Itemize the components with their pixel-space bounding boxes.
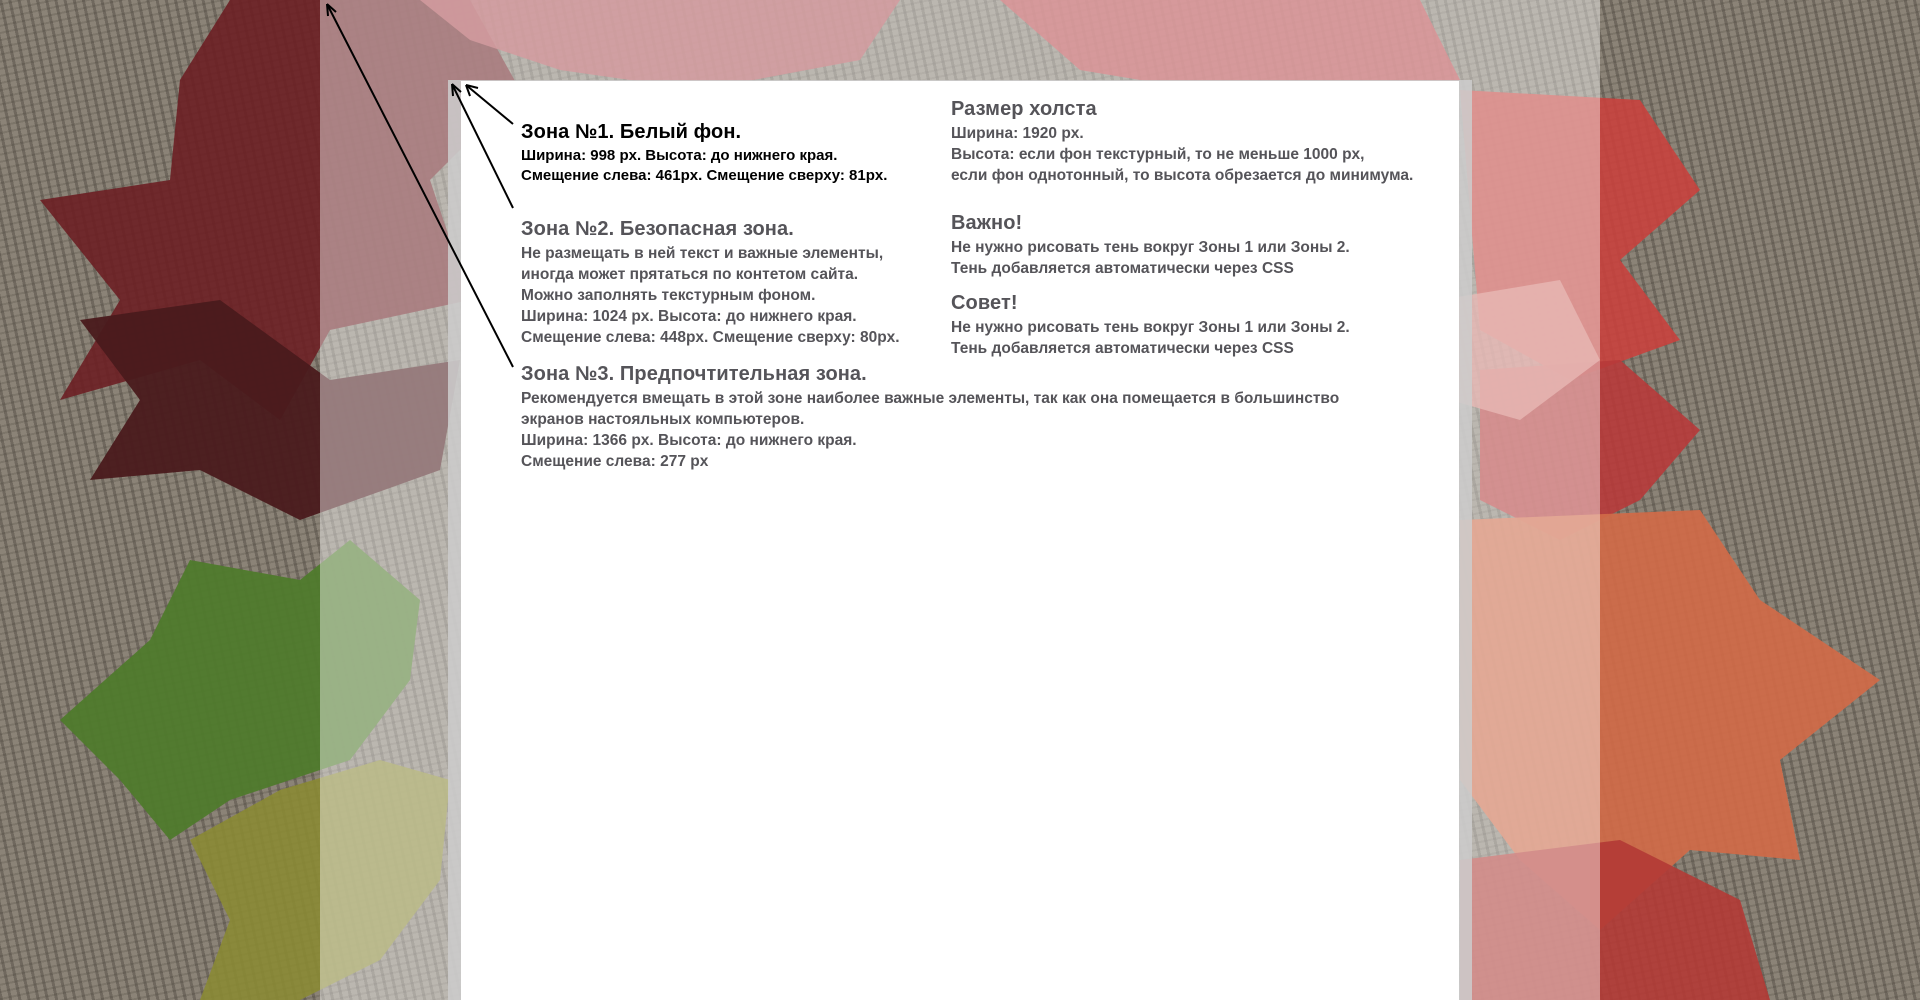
zone2-info	[521, 218, 951, 348]
canvas-width: Ширина: 1920 px.	[951, 125, 1084, 142]
canvas-title: Размер холста	[951, 98, 1097, 120]
zone1-title: Зона №1. Белый фон.	[521, 121, 742, 143]
zone1-info	[521, 121, 951, 186]
zone3-line-1: Рекомендуется вмещать в этой зоне наиболее важные элементы, так как она помещается в большинство	[521, 390, 1340, 407]
zone2-line-2: иногда может прятаться по контетом сайта.	[521, 266, 859, 283]
zone1-dimensions: Ширина: 998 px. Высота: до нижнего края.	[521, 147, 838, 164]
zone3-offset: Смещение слева: 277 px	[521, 453, 709, 470]
zone3-info	[521, 363, 1441, 472]
zone3-dimensions: Ширина: 1366 px. Высота: до нижнего края.	[521, 432, 857, 449]
tip-note	[951, 292, 1471, 359]
important-note	[951, 212, 1471, 279]
canvas-height-solid: если фон однотонный, то высота обрезается до минимума.	[951, 167, 1414, 184]
tip-title: Совет!	[951, 292, 1018, 314]
important-title: Важно!	[951, 212, 1023, 234]
zone2-line-1: Не размещать в ней текст и важные элементы,	[521, 245, 884, 262]
zone3-line-2: экранов настояльных компьютеров.	[521, 411, 805, 428]
canvas-height-textured: Высота: если фон текстурный, то не меньше 1000 px,	[951, 146, 1365, 163]
zone1-offset: Смещение слева: 461px. Смещение сверху: 81px.	[521, 167, 888, 184]
zone3-title: Зона №3. Предпочтительная зона.	[521, 363, 867, 385]
important-line-2: Тень добавляется автоматически через CSS	[951, 260, 1294, 277]
zone2-offset: Смещение слева: 448px. Смещение сверху: 80px.	[521, 329, 900, 346]
tip-line-1: Не нужно рисовать тень вокруг Зоны 1 или Зоны 2.	[951, 319, 1350, 336]
zone2-line-3: Можно заполнять текстурным фоном.	[521, 287, 816, 304]
important-line-1: Не нужно рисовать тень вокруг Зоны 1 или Зоны 2.	[951, 239, 1350, 256]
zone2-title: Зона №2. Безопасная зона.	[521, 218, 794, 240]
canvas-size-info	[951, 98, 1471, 186]
tip-line-2: Тень добавляется автоматически через CSS	[951, 340, 1294, 357]
zone2-dimensions: Ширина: 1024 px. Высота: до нижнего края.	[521, 308, 857, 325]
